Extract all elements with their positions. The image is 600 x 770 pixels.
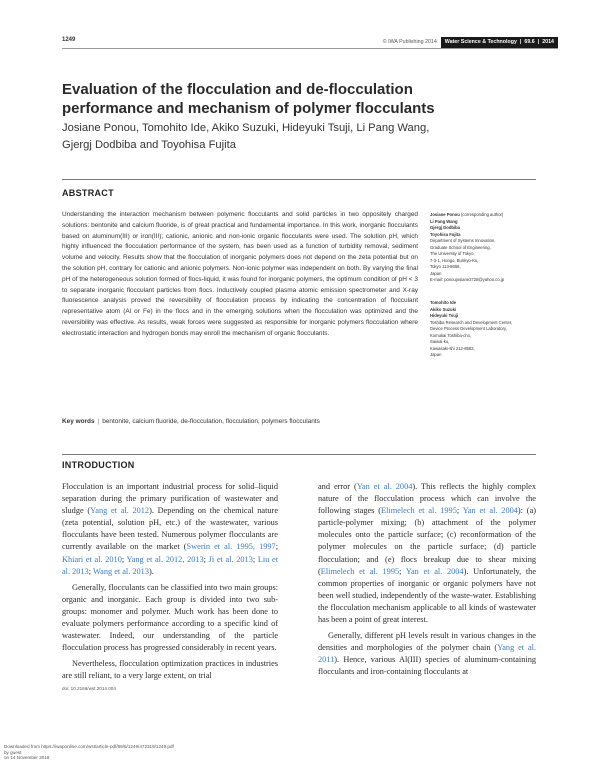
affiliation-note: (corresponding author) (459, 212, 504, 217)
footer-line: by guest (4, 749, 22, 755)
affiliation-text: Japan (430, 352, 442, 357)
abstract-divider (62, 179, 536, 180)
affiliation-line (430, 277, 548, 284)
running-header (62, 36, 558, 49)
citation-link[interactable]: Elimelech et al. 1995 (381, 506, 457, 516)
paragraph-text: ). This reflects the highly complex nature of the flocculation process which can involve the following stages ( (318, 482, 536, 516)
affiliation-author: Josiane Ponou (430, 212, 460, 217)
separator: | (519, 39, 522, 45)
publisher-copyright: © IWA Publishing 2014 (382, 39, 437, 45)
affiliation-text: Saiwai-ku, (430, 339, 450, 344)
paragraph-text: Generally, different pH levels result in various changes in the densities and morphologies of the polymer chain ( (318, 631, 536, 653)
paragraph-text: ; (456, 506, 463, 516)
abstract-text: Understanding the interaction mechanism between polymeric flocculants and solid particles in two oppositely charged solutions: bentonite and calcium fluoride, is of great practical and fundamental importance. In this work, inorganic flocculants based on aluminum(III) or iron(III); cationic, anionic and non-ionic organic flocculants were used. The solution pH, which highly influenced the flocculation performance of the system, has been used as a function of turbidity removal, sediment volume and velocity. Results show that the flocculation of inorganic polymers does not depend on the zeta potential but on the solution pH, contrary for cationic and anionic polymers. Non-ionic polymer was independent on both. By varying the final pH of the heterogeneous solution formed of flocs-liquid, it was found for inorganic polymers, the optimum condition of pH < 3 to separate inorganic flocculant particles from flocs. Inductively coupled plasma atomic emission spectrometer and X-ray fluorescence analysis proved the reversibility of flocculation process by indicating the concentration of flocculant representative atom (Al or Fe) in the flocs and in the emerging solutions when the flocculation was optimized and the reversibility was effective. As results, weak forces were suggested as responsible for inorganic polymers flocculation where electrostatic interaction and hydrogen bonds may enroll the mechanism of organic flocculants. (62, 211, 418, 337)
article-title: Evaluation of the flocculation and de-flocculation performance and mechanism of polymer flocculants (62, 81, 435, 117)
paragraph-text: ). Unfortunately, the common properties of inorganic or organic polymers have not been well studied, independently of the waste-water. Establishing the flocculation mechanism applicable to all kinds of wastewater has been a point of great interest. (318, 566, 537, 625)
citation-link[interactable]: Swerin et al. 1995, 1997 (186, 542, 276, 552)
paragraph-text: ). Depending on the chemical nature (zeta potential, solution pH, etc.) of the wastewater, various flocculants have been tested. Numerous polymer flocculants are currently available on the market ( (62, 506, 278, 552)
citation-link[interactable]: Yang et al. 2012 (90, 506, 150, 516)
affiliation-author: Gjergj Dodbiba (430, 225, 461, 230)
journal-volume: 69.6 (524, 39, 535, 45)
citation-link[interactable]: Yan et al. 2004 (462, 506, 518, 516)
intro-right-column (318, 481, 536, 683)
affiliation-text: Device Process Development Laboratory, (430, 326, 507, 331)
abstract-heading: ABSTRACT (62, 188, 114, 198)
affiliation-author: Tomohito Ide (430, 300, 456, 305)
affiliation-text: 7-3-1, Hongo, Bunkyo-Ku, (430, 257, 479, 263)
author-list: Josiane Ponou, Tomohito Ide, Akiko Suzuki, Hideyuki Tsuji, Li Pang Wang, Gjergj Dodbiba and Toyohisa Fujita (62, 122, 430, 151)
footer-line: Downloaded from https://iwaponline.com/wst/article-pdf/69/6/1249/472319/1249.pdf (4, 744, 174, 749)
intro-left-column (62, 481, 278, 687)
keywords-label: Key words (62, 418, 95, 425)
body-paragraph (62, 658, 278, 682)
separator: | (537, 39, 540, 45)
journal-box (441, 37, 558, 48)
citation-link[interactable]: Elimelech et al. 1995 (320, 566, 400, 576)
paragraph-text: ; (121, 554, 127, 564)
affiliation-line (430, 352, 548, 359)
affiliation-text: Kawasaki-shi 212-8582, (430, 345, 475, 351)
journal-name: Water Science & Technology (444, 39, 517, 45)
citation-link[interactable]: Khiari et al. 2010 (62, 554, 122, 564)
paragraph-text: ). Hence, various Al(III) species of aluminum-containing flocculants and iron-containing flocculants at (318, 655, 536, 677)
paragraph-text: Flocculation is an important industrial process for solid–liquid separation during the primary purification of wastewater and sludge ( (62, 482, 278, 516)
affiliation-text: Japan (430, 270, 442, 276)
affiliation-author: Li Pang Wang (430, 218, 458, 224)
paragraph-text: ). (148, 566, 154, 576)
affiliation-block-2 (430, 300, 548, 359)
paragraph-text: ; (252, 554, 258, 564)
citation-link[interactable]: Yang et al. 2012, 2013 (126, 554, 204, 564)
affiliation-text: E-mail: ponoujosiane2728@yahoo.co.jp (430, 277, 505, 282)
affiliation-text: Graduate School of Engineering, (430, 244, 491, 250)
affiliation-author: Hideyuki Tsuji (430, 313, 459, 318)
body-paragraph (62, 481, 278, 578)
affiliation-author: Toyohisa Fujita (430, 231, 461, 237)
download-footer (4, 744, 174, 761)
doi-line: doi: 10.2166/wst.2014.004 (62, 686, 116, 691)
body-paragraph (318, 630, 536, 678)
body-paragraph (62, 582, 278, 655)
keywords-line (62, 418, 418, 425)
affiliation-text: Komukai Toshiba-cho, (430, 332, 472, 338)
citation-link[interactable]: Ji et al. 2013 (208, 554, 253, 564)
paragraph-text: Nevertheless, flocculation optimization practices in industries are still reliant, to a very large extent, on trial (62, 659, 278, 681)
citation-link[interactable]: Wang et al. 2013 (92, 566, 149, 576)
citation-link[interactable]: Liu et al. 2013 (62, 554, 279, 576)
paragraph-text: and error ( (318, 482, 357, 491)
introduction-divider (62, 454, 536, 455)
journal-year: 2014 (542, 39, 554, 45)
paragraph-text: ): (a) particle-polymer mixing; (b) attachment of the polymer molecules onto the particle surface; (c) reconformation of the polymer molecules on the particle surface; (d) particle flocculation; and (e) flocs breakup due to shear mixing ( (318, 506, 537, 576)
paragraph-text: ; (203, 554, 209, 564)
affiliation-text: The University of Tokyo, (430, 251, 475, 256)
affiliation-text: Department of Systems Innovation, (430, 238, 496, 243)
paragraph-text: Generally, flocculants can be classified into two main groups: organic and inorganic. Each group is divided into two sub-groups: monomer and polymer. Much work has been done to evaluate polymers performance according to a specific kind of wastewater. Indeed, our understanding of the particle flocculation process has progressed considerably in recent years. (62, 582, 278, 653)
paragraph-text: ; (275, 542, 278, 552)
affiliation-text: Tokyo 113-8656, (430, 264, 461, 269)
header-right (383, 36, 558, 48)
introduction-heading: INTRODUCTION (62, 460, 135, 470)
affiliation-author: Akiko Suzuki (430, 306, 457, 312)
affiliation-block-1 (430, 212, 548, 284)
keywords-list: bentonite, calcium fluoride, de-flocculation, flocculation, polymers flocculants (102, 418, 320, 425)
footer-line: on 14 November 2018 (4, 755, 50, 761)
citation-link[interactable]: Yan et al. 2004 (405, 566, 464, 576)
paragraph-text: ; (399, 566, 406, 576)
affiliation-text: Toshiba Research and Development Center, (430, 319, 513, 325)
citation-link[interactable]: Yan et al. 2004 (356, 482, 413, 491)
paragraph-text: ; (88, 566, 93, 576)
keywords-separator: | (97, 418, 100, 425)
body-paragraph (318, 481, 536, 626)
citation-link[interactable]: Yang et al. 2011 (318, 643, 537, 665)
page-number: 1249 (62, 37, 76, 43)
